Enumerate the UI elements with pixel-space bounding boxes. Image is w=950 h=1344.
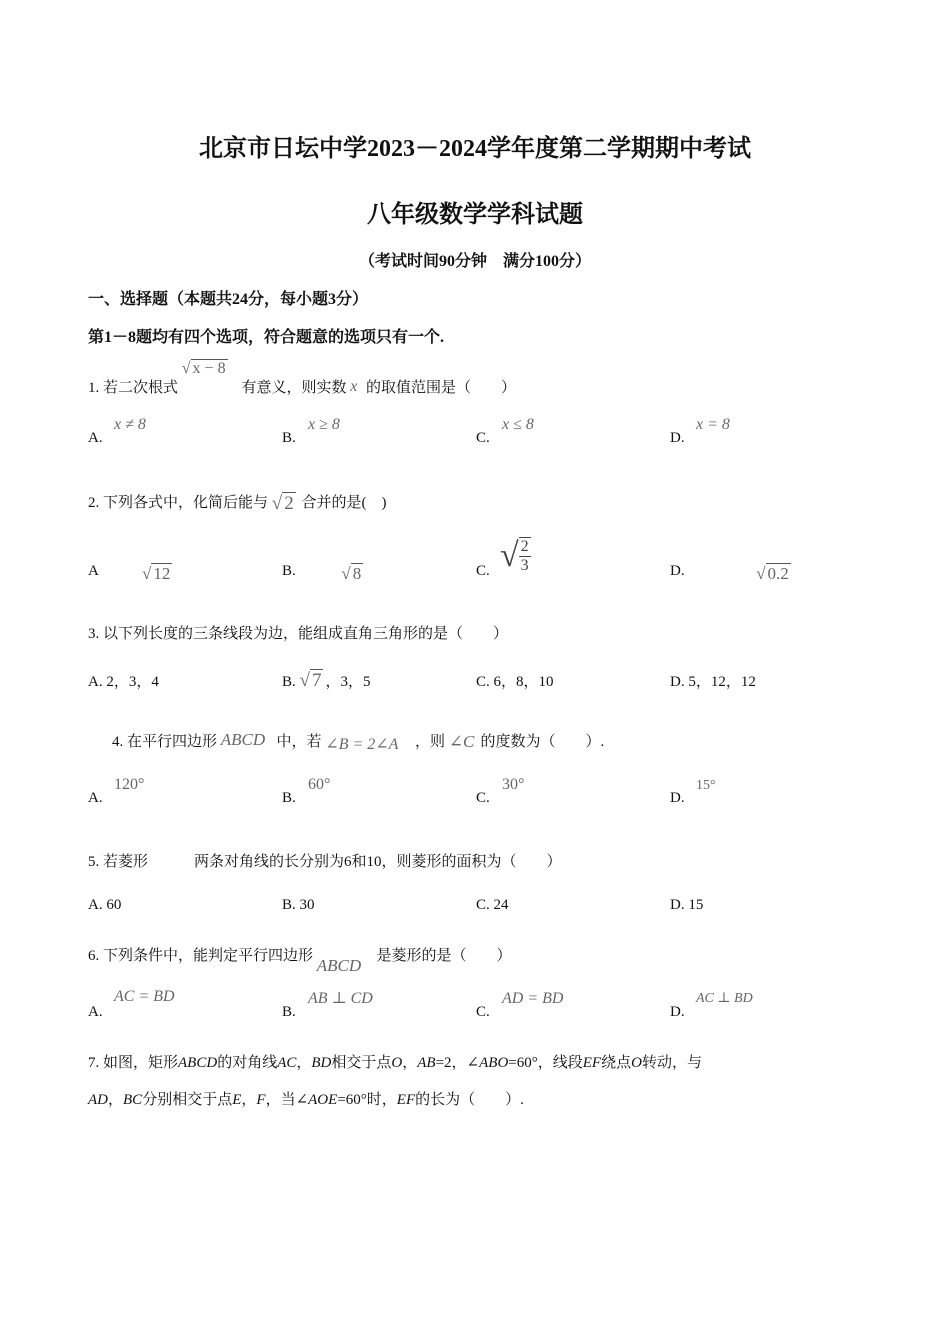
q4-option-b[interactable]: B.: [282, 790, 296, 806]
q6-option-a-value: AC = BD: [114, 988, 175, 1005]
q4-option-a[interactable]: A.: [88, 790, 103, 806]
question-1: [88, 360, 517, 397]
q6-option-d[interactable]: D.: [670, 1004, 685, 1020]
q1-option-a[interactable]: A.: [88, 430, 103, 446]
q2-suffix: 合并的是( ): [301, 495, 387, 511]
q2-option-b[interactable]: B.: [282, 563, 296, 579]
q4-option-c-value: 30°: [502, 776, 525, 793]
q1-mid: 有意义，则实数: [241, 380, 347, 396]
q4-option-d-value: 15°: [696, 778, 716, 793]
q4-shape: ABCD: [220, 730, 266, 749]
q2-option-a[interactable]: A: [88, 563, 99, 579]
q4-option-d[interactable]: D.: [670, 790, 685, 806]
q1-option-c-value: x ≤ 8: [502, 416, 534, 433]
q3-option-b[interactable]: B. √ 7 ，3，5: [282, 670, 371, 691]
question-4: 4. 在平行四边形 ABCD 中，若 ∠B = 2∠A ，则 ∠C 的度数为（ ）.: [112, 730, 605, 753]
q1-option-b[interactable]: B.: [282, 430, 296, 446]
q3-option-c[interactable]: C. 6，8，10: [476, 674, 554, 690]
q5-option-c[interactable]: C. 24: [476, 897, 509, 913]
q6-option-b-value: AB ⊥ CD: [308, 990, 373, 1007]
section-instruction: 第1－8题均有四个选项，符合题意的选项只有一个.: [88, 329, 445, 346]
question-7-line-2: AD，BC分别相交于点E，F，当∠AOE=60°时，EF的长为（ ）.: [88, 1092, 524, 1108]
q2-radical: √ 2: [271, 493, 294, 514]
question-7-line-1: 7. 如图，矩形ABCD的对角线AC，BD相交于点O，AB=2，∠ABO=60°，线段EF绕点O转动，与: [88, 1055, 702, 1071]
q6-option-d-value: AC ⊥ BD: [696, 991, 753, 1006]
q4-option-c[interactable]: C.: [476, 790, 490, 806]
q1-radical: √ x − 8: [181, 360, 226, 377]
q1-suffix: 的取值范围是（ ）: [366, 380, 517, 396]
exam-info: （考试时间90分钟 满分100分）: [358, 253, 591, 270]
q1-option-a-value: x ≠ 8: [114, 416, 146, 433]
q1-option-d-value: x = 8: [696, 416, 730, 433]
question-3: 3. 以下列长度的三条线段为边，能组成直角三角形的是（ ）: [88, 626, 509, 642]
question-2: [88, 491, 387, 512]
q1-prefix: 1. 若二次根式: [88, 380, 179, 396]
q2-option-d-value: √ 0.2: [756, 564, 789, 583]
q2-prefix: 2. 下列各式中，化简后能与: [88, 495, 269, 511]
q3-option-b-radical: √ 7: [299, 670, 322, 691]
q6-option-c[interactable]: C.: [476, 1004, 490, 1020]
q2-option-d[interactable]: D.: [670, 563, 685, 579]
q2-option-c-value: √ $\frac{2}{3}$: [500, 537, 529, 574]
exam-subtitle: 八年级数学学科试题: [367, 202, 583, 228]
section-heading: 一、选择题（本题共24分，每小题3分）: [88, 291, 369, 308]
q1-option-c[interactable]: C.: [476, 430, 490, 446]
q4-condition: ∠B = 2∠A: [325, 736, 399, 753]
question-5: 5. 若菱形 两条对角线的长分别为6和10，则菱形的面积为（ ）: [88, 854, 562, 870]
exam-title: 北京市日坛中学2023－2024学年度第二学期期中考试: [199, 136, 751, 162]
q4-option-a-value: 120°: [114, 776, 145, 793]
q5-option-a[interactable]: A. 60: [88, 897, 122, 913]
q4-angle: ∠C: [448, 732, 475, 751]
question-6: 6. 下列条件中，能判定平行四边形 ABCD 是菱形的是（ ）: [88, 948, 512, 975]
q5-option-d[interactable]: D. 15: [670, 897, 704, 913]
q1-option-d[interactable]: D.: [670, 430, 685, 446]
q3-option-a[interactable]: A. 2，3，4: [88, 674, 159, 690]
q6-option-c-value: AD = BD: [502, 990, 564, 1007]
q6-shape: ABCD: [316, 956, 362, 975]
q5-option-b[interactable]: B. 30: [282, 897, 315, 913]
q3-option-d[interactable]: D. 5，12，12: [670, 674, 756, 690]
q6-option-a[interactable]: A.: [88, 1004, 103, 1020]
q2-option-b-value: √ 8: [341, 564, 362, 583]
q6-option-b[interactable]: B.: [282, 1004, 296, 1020]
q2-option-c[interactable]: C.: [476, 563, 490, 579]
q1-option-b-value: x ≥ 8: [308, 416, 340, 433]
q1-var: x: [350, 378, 358, 395]
q2-option-a-value: √ 12: [142, 564, 171, 583]
q4-option-b-value: 60°: [308, 776, 331, 793]
